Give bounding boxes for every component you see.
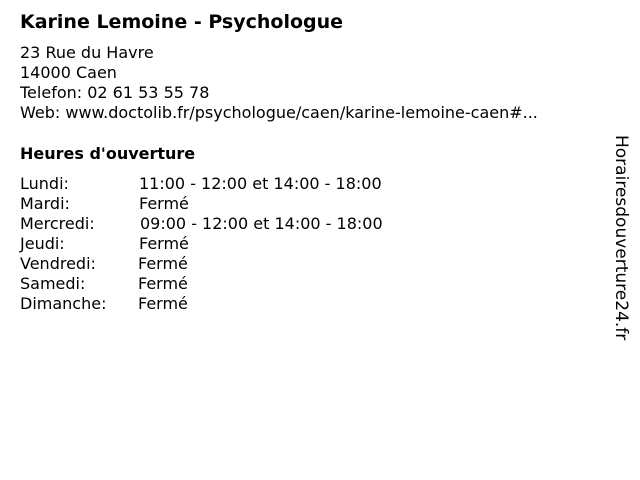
day-hours: 11:00 - 12:00 et 14:00 - 18:00 bbox=[139, 174, 382, 193]
day-label: Samedi: bbox=[20, 274, 86, 293]
day-hours: 09:00 - 12:00 et 14:00 - 18:00 bbox=[140, 214, 383, 233]
day-hours: Fermé bbox=[138, 294, 188, 313]
website-link[interactable]: Web: www.doctolib.fr/psychologue/caen/karine-lemoine-caen#... bbox=[20, 103, 538, 122]
day-label: Jeudi: bbox=[20, 234, 65, 253]
address-line-1: 23 Rue du Havre bbox=[20, 43, 154, 62]
day-label: Mercredi: bbox=[20, 214, 95, 233]
watermark-text: Horairesdouverture24.fr bbox=[611, 135, 631, 341]
site-watermark bbox=[611, 135, 631, 345]
business-info bbox=[20, 43, 538, 123]
business-title: Karine Lemoine - Psychologue bbox=[20, 11, 344, 33]
day-hours: Fermé bbox=[138, 254, 188, 273]
day-hours: Fermé bbox=[139, 234, 189, 253]
phone-number: Telefon: 02 61 53 55 78 bbox=[20, 83, 210, 102]
day-label: Dimanche: bbox=[20, 294, 107, 313]
opening-hours-heading: Heures d'ouverture bbox=[20, 144, 196, 163]
address-line-2: 14000 Caen bbox=[20, 63, 117, 82]
day-label: Vendredi: bbox=[20, 254, 96, 273]
day-label: Lundi: bbox=[20, 174, 69, 193]
day-hours: Fermé bbox=[139, 194, 189, 213]
day-label: Mardi: bbox=[20, 194, 70, 213]
day-hours: Fermé bbox=[138, 274, 188, 293]
